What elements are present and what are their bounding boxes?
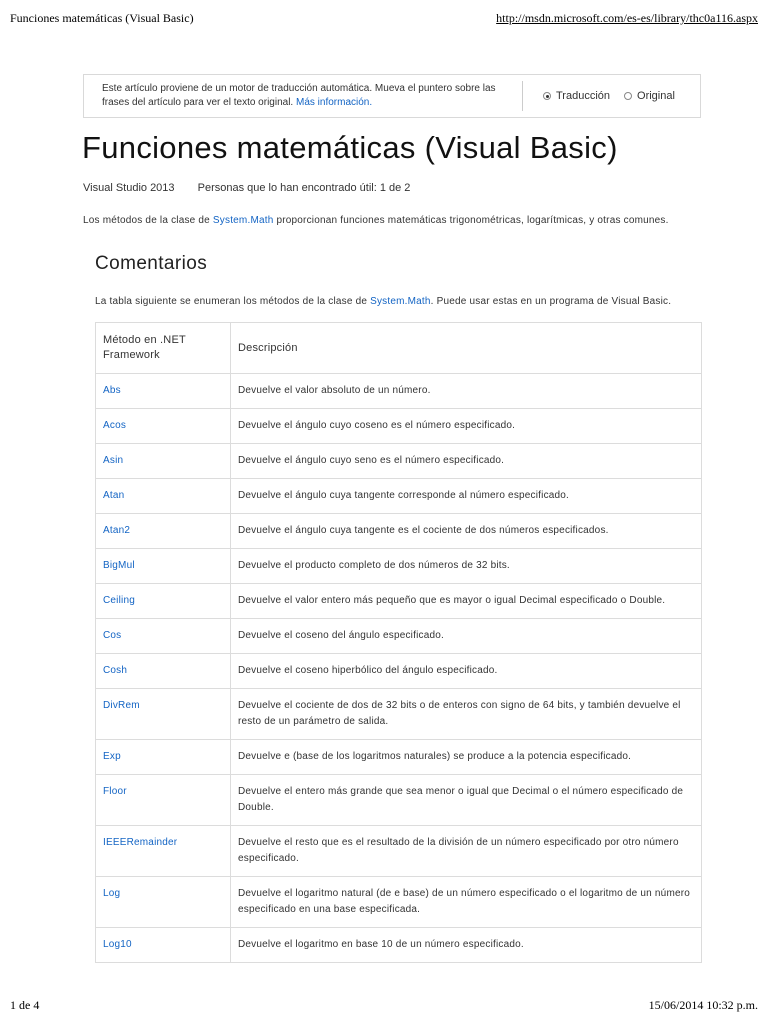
table-row [96,584,702,619]
table-body [96,374,702,963]
notice-text-block [84,82,522,110]
method-description: Devuelve el ángulo cuyo coseno es el número especificado. [231,409,702,444]
table-header-row [96,323,702,374]
table-row [96,877,702,928]
print-header-title: Funciones matemáticas (Visual Basic) [10,11,194,25]
method-link[interactable]: BigMul [96,549,231,584]
method-link[interactable]: Log10 [96,928,231,963]
page-meta [83,182,410,194]
method-link[interactable]: Log [96,877,231,928]
method-description: Devuelve el valor entero más pequeño que es mayor o igual Decimal especificado o Double. [231,584,702,619]
method-link[interactable]: IEEERemainder [96,826,231,877]
product-version: Visual Studio 2013 [83,182,175,194]
table-row [96,654,702,689]
method-link[interactable]: Exp [96,740,231,775]
intro-paragraph [83,215,669,226]
table-intro-before: La tabla siguiente se enumeran los métodos de la clase de [95,296,371,307]
header-description: Descripción [231,323,702,374]
table-row [96,619,702,654]
method-link[interactable]: Floor [96,775,231,826]
more-info-link[interactable]: Más información. [296,97,373,108]
page-title: Funciones matemáticas (Visual Basic) [82,130,618,165]
radio-translation-icon[interactable] [543,92,551,100]
method-description: Devuelve el resto que es el resultado de la división de un número especificado por otro número especificado. [231,826,702,877]
table-intro-link[interactable]: System.Math [370,296,431,307]
method-description: Devuelve el coseno hiperbólico del ángulo especificado. [231,654,702,689]
radio-original-icon[interactable] [624,92,632,100]
translation-options [543,90,689,102]
option-translation-label: Traducción [556,90,611,102]
option-translation[interactable] [543,90,610,102]
method-link[interactable]: Ceiling [96,584,231,619]
method-description: Devuelve el producto completo de dos números de 32 bits. [231,549,702,584]
table-row [96,775,702,826]
option-original-label: Original [637,90,675,102]
method-link[interactable]: DivRem [96,689,231,740]
table-row [96,409,702,444]
print-datetime: 15/06/2014 10:32 p.m. [648,998,758,1012]
table-row [96,479,702,514]
method-description: Devuelve el coseno del ángulo especificado. [231,619,702,654]
print-header [10,11,758,26]
method-link[interactable]: Cos [96,619,231,654]
option-original[interactable] [624,90,675,102]
table-row [96,740,702,775]
method-link[interactable]: Asin [96,444,231,479]
translation-notice [83,74,701,118]
system-math-link[interactable]: System.Math [212,215,274,226]
intro-text-before: Los métodos de la clase de [83,215,213,226]
table-row [96,826,702,877]
table-intro-after: . Puede usar estas en un programa de Visual Basic. [430,296,672,307]
method-link[interactable]: Atan2 [96,514,231,549]
header-method: Método en .NET Framework [96,323,231,374]
method-link[interactable]: Acos [96,409,231,444]
table-row [96,549,702,584]
table-intro [95,296,671,307]
method-description: Devuelve el logaritmo en base 10 de un número especificado. [231,928,702,963]
page-number: 1 de 4 [10,998,40,1012]
table-row [96,514,702,549]
method-description: Devuelve el logaritmo natural (de e base) de un número especificado o el logaritmo de un número especificado en una base especificada. [231,877,702,928]
print-header-url[interactable]: http://msdn.microsoft.com/es-es/library/thc0a116.aspx [496,11,758,25]
table-row [96,928,702,963]
method-description: Devuelve el ángulo cuyo seno es el número especificado. [231,444,702,479]
method-description: Devuelve el ángulo cuya tangente corresponde al número especificado. [231,479,702,514]
notice-divider [522,81,523,111]
method-description: Devuelve el ángulo cuya tangente es el cociente de dos números especificados. [231,514,702,549]
method-link[interactable]: Abs [96,374,231,409]
notice-text: Este artículo proviene de un motor de traducción automática. Mueva el puntero sobre las frases del artículo para ver el texto original. [102,83,496,108]
method-link[interactable]: Atan [96,479,231,514]
intro-text-after: proporcionan funciones matemáticas trigonométricas, logarítmicas, y otras comunes. [273,215,669,226]
method-description: Devuelve el cociente de dos de 32 bits o de enteros con signo de 64 bits, y también devuelve el resto de un parámetro de salida. [231,689,702,740]
method-description: Devuelve e (base de los logaritmos naturales) se produce a la potencia especificado. [231,740,702,775]
table-row [96,374,702,409]
table-row [96,444,702,479]
method-link[interactable]: Cosh [96,654,231,689]
section-heading: Comentarios [95,253,208,274]
methods-table [95,322,702,963]
helpful-count: Personas que lo han encontrado útil: 1 de 2 [197,182,411,194]
print-footer [10,998,758,1013]
table-row [96,689,702,740]
method-description: Devuelve el entero más grande que sea menor o igual que Decimal o el número especificado de Double. [231,775,702,826]
method-description: Devuelve el valor absoluto de un número. [231,374,702,409]
